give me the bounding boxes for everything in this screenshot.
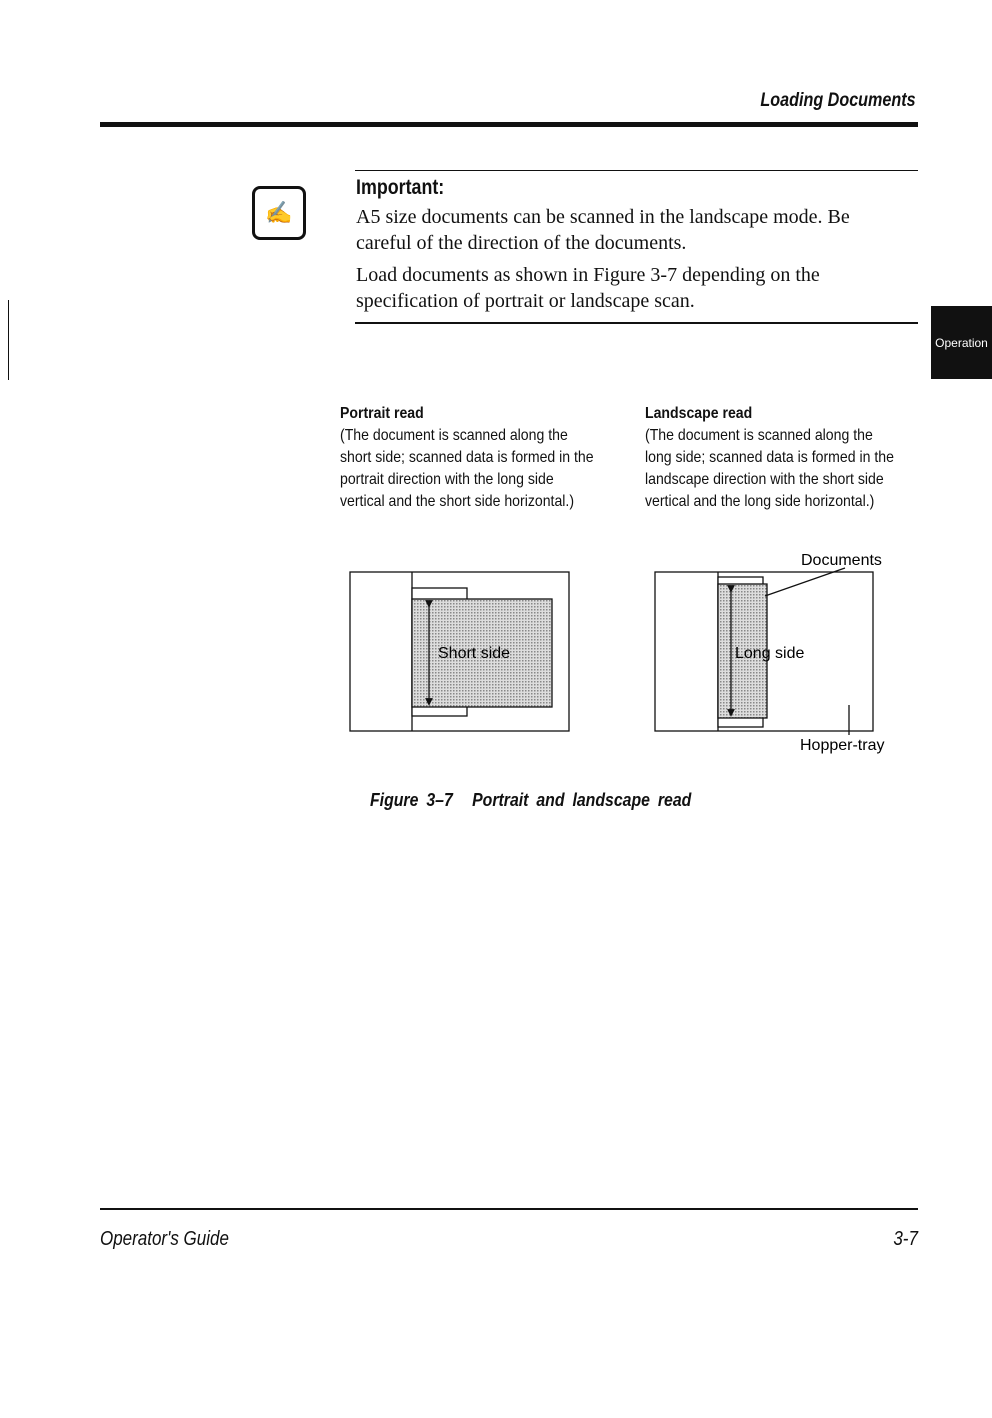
landscape-title: Landscape read bbox=[645, 405, 753, 422]
footer-rule bbox=[100, 1208, 918, 1210]
portrait-text: (The document is scanned along the short side; scanned data is formed in the portrait direction with the long side vertical and the short side horizontal.) bbox=[340, 427, 594, 510]
important-heading: Important: bbox=[356, 176, 445, 199]
landscape-text: (The document is scanned along the long side; scanned data is formed in the landscape direction with the short side vertical and the long side horizontal.) bbox=[645, 427, 894, 510]
figure-caption-text: Portrait and landscape read bbox=[472, 790, 692, 810]
page-number: 3-7 bbox=[893, 1228, 918, 1250]
important-paragraph: A5 size documents can be scanned in the landscape mode. Be careful of the direction of the documents. bbox=[356, 206, 850, 254]
important-paragraph: Load documents as shown in Figure 3-7 depending on the specification of portrait or landscape scan. bbox=[356, 264, 820, 312]
long-side-label: Long side bbox=[735, 645, 805, 662]
section-tab-label: Operation bbox=[935, 335, 988, 350]
documents-label: Documents bbox=[801, 552, 882, 569]
short-side-label: Short side bbox=[438, 645, 511, 662]
portrait-title: Portrait read bbox=[340, 405, 424, 422]
running-header: Loading Documents bbox=[760, 90, 916, 111]
hopper-tray-label: Hopper-tray bbox=[800, 737, 885, 754]
figure-caption bbox=[370, 790, 711, 811]
figure-number: Figure 3–7 bbox=[370, 790, 453, 810]
hand-writing-icon: ✍ bbox=[252, 186, 306, 240]
footer-title: Operator's Guide bbox=[100, 1228, 229, 1250]
